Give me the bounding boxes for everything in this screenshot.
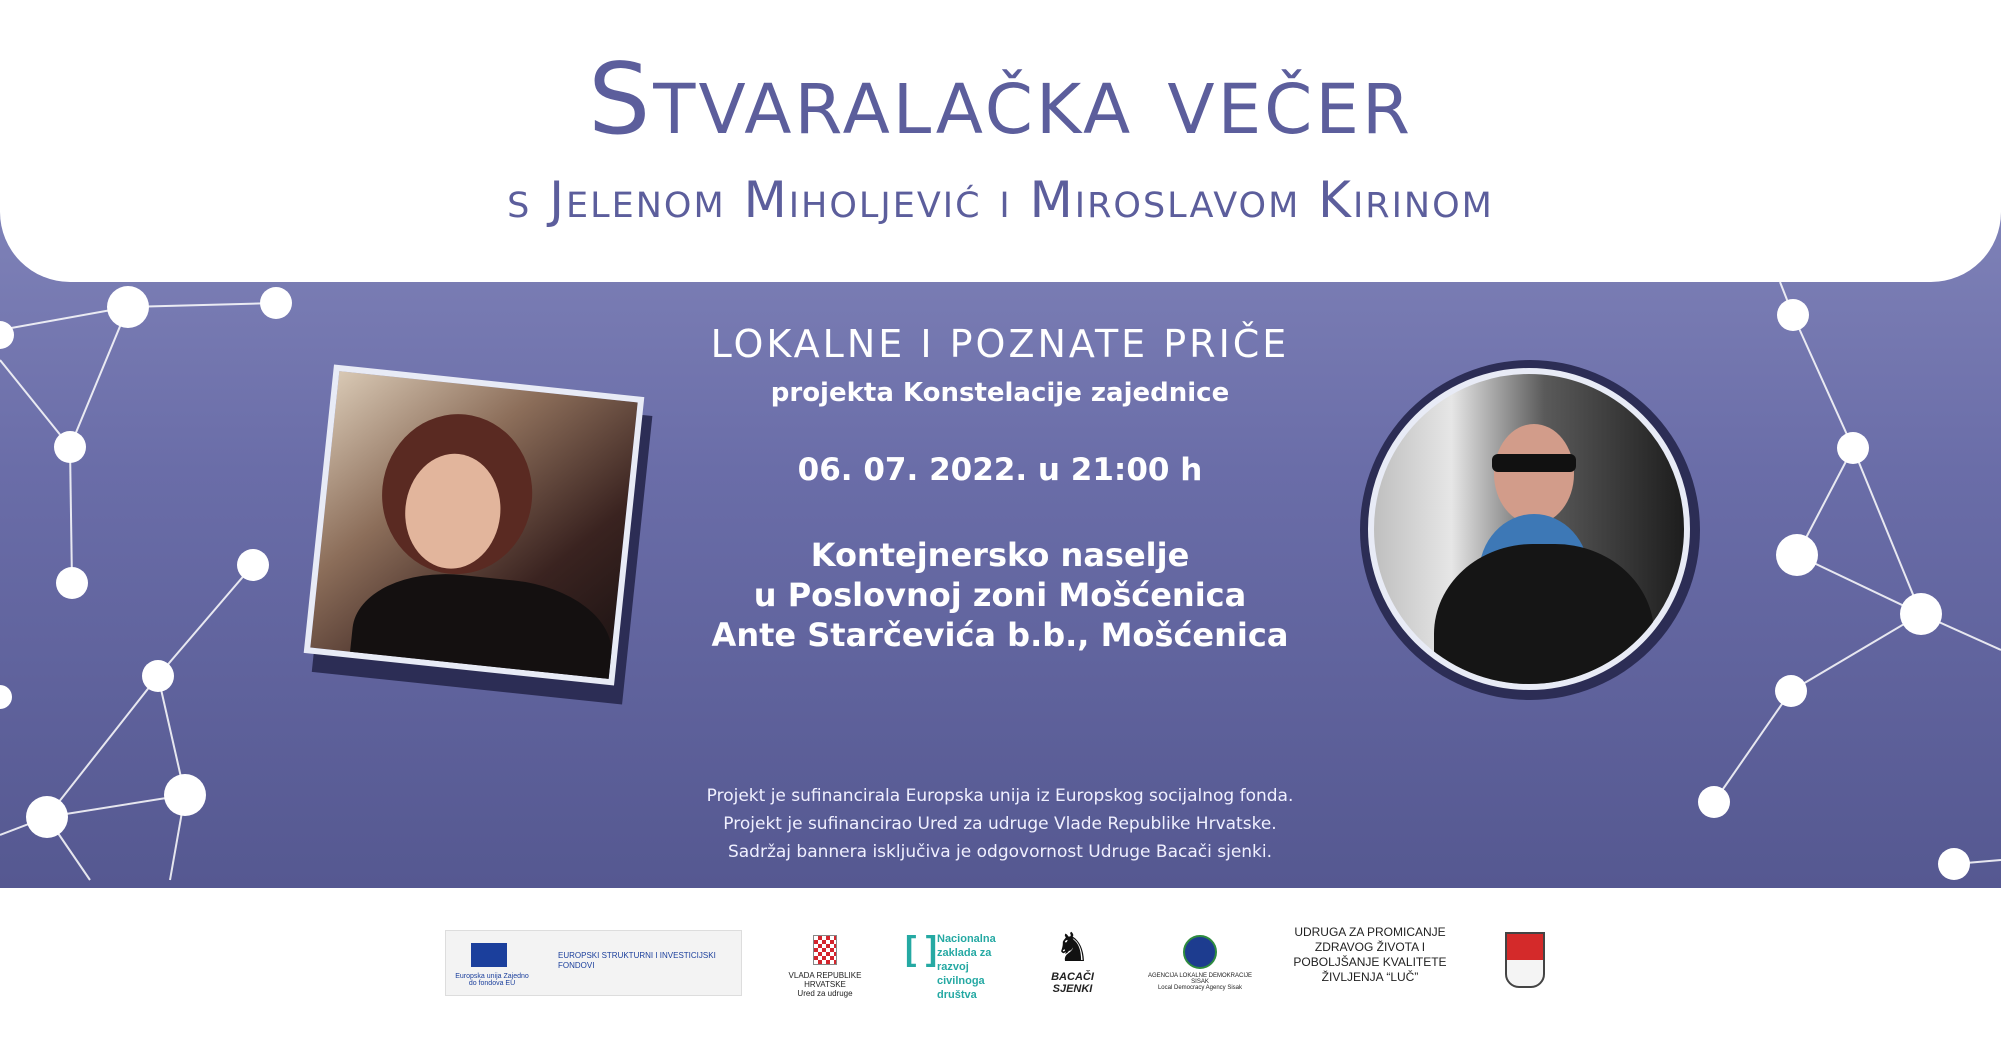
portrait-miroslav bbox=[1360, 360, 1700, 700]
node-dot bbox=[1775, 675, 1807, 707]
funding-note: Projekt je sufinancirala Europska unija iz Europskog socijalnog fonda. bbox=[706, 786, 1294, 806]
page-subtitle: s Jelenom Miholjević i Miroslavom Kirinom bbox=[507, 171, 1494, 229]
bracket-icon: [ ] bbox=[905, 930, 938, 968]
page-title: Stvaralačka večer bbox=[588, 43, 1413, 157]
globe-icon bbox=[1183, 935, 1217, 969]
node-dot bbox=[1776, 534, 1818, 576]
project-name: projekta Konstelacije zajednice bbox=[770, 378, 1230, 408]
portrait-jelena bbox=[304, 364, 645, 685]
node-dot bbox=[164, 774, 206, 816]
node-dot bbox=[1900, 593, 1942, 635]
node-dot bbox=[260, 287, 292, 319]
bs-logo-text: BACAČI SJENKI bbox=[1051, 971, 1094, 995]
node-dot bbox=[0, 685, 12, 709]
vlada-logo bbox=[770, 935, 880, 998]
node-dot bbox=[54, 431, 86, 463]
face-shape bbox=[1494, 424, 1574, 524]
vlada-logo-subtext: Ured za udruge bbox=[797, 989, 853, 998]
disclaimer-note: Sadržaj bannera isključiva je odgovornost Udruge Bacači sjenki. bbox=[727, 842, 1273, 862]
eu-logo-text: Europska unija Zajedno do fondova EU bbox=[455, 973, 529, 987]
photo-frame bbox=[304, 364, 645, 685]
eu-flag-icon bbox=[471, 943, 507, 967]
bacaci-sjenki-logo bbox=[1030, 925, 1115, 995]
alda-logo-text: AGENCIJA LOKALNE DEMOKRACIJE SISAK bbox=[1147, 973, 1253, 985]
node-dot bbox=[26, 796, 68, 838]
nacionalna-zaklada-logo bbox=[905, 928, 1005, 1001]
vlada-logo-text: VLADA REPUBLIKE HRVATSKE bbox=[788, 971, 862, 989]
funding-note: Projekt je sufinancirao Ured za udruge Vlade Republike Hrvatske. bbox=[723, 814, 1277, 834]
node-dot bbox=[1698, 786, 1730, 818]
sunglasses bbox=[1492, 454, 1576, 472]
location-line: u Poslovnoj zoni Mošćenica bbox=[753, 576, 1247, 614]
location-line: Ante Starčevića b.b., Mošćenica bbox=[711, 616, 1289, 654]
horse-rider-icon: ♞ bbox=[1054, 926, 1091, 970]
coat-of-arms-icon bbox=[1505, 932, 1545, 988]
nz-logo-text: Nacionalna zaklada za razvoj civilnoga društva bbox=[937, 933, 996, 1001]
node-dot bbox=[1837, 432, 1869, 464]
node-dot bbox=[107, 286, 149, 328]
alda-logo-subtext: Local Democracy Agency Sisak bbox=[1157, 985, 1243, 991]
esi-logo-text: EUROPSKI STRUKTURNI I INVESTICIJSKI FONDOVI bbox=[558, 951, 716, 970]
node-dot bbox=[1777, 299, 1809, 331]
croatian-shield-icon bbox=[813, 935, 837, 965]
event-heading: LOKALNE I POZNATE PRIČE bbox=[710, 322, 1290, 366]
luc-logo-text: UDRUGA ZA PROMICANJE ZDRAVOG ŽIVOTA I POBOLJŠANJE KVALITETE ŽIVLJENJA “LUČ” bbox=[1293, 925, 1447, 984]
photo-frame bbox=[1368, 368, 1690, 690]
eu-esi-logo bbox=[445, 930, 742, 996]
node-dot bbox=[0, 321, 14, 349]
location-line: Kontejnersko naselje bbox=[810, 536, 1190, 574]
event-datetime: 06. 07. 2022. u 21:00 h bbox=[797, 452, 1203, 488]
node-dot bbox=[56, 567, 88, 599]
node-dot bbox=[237, 549, 269, 581]
node-dot bbox=[1938, 848, 1970, 880]
alda-logo bbox=[1145, 935, 1255, 991]
coat-shape bbox=[1434, 544, 1654, 690]
node-dot bbox=[142, 660, 174, 692]
